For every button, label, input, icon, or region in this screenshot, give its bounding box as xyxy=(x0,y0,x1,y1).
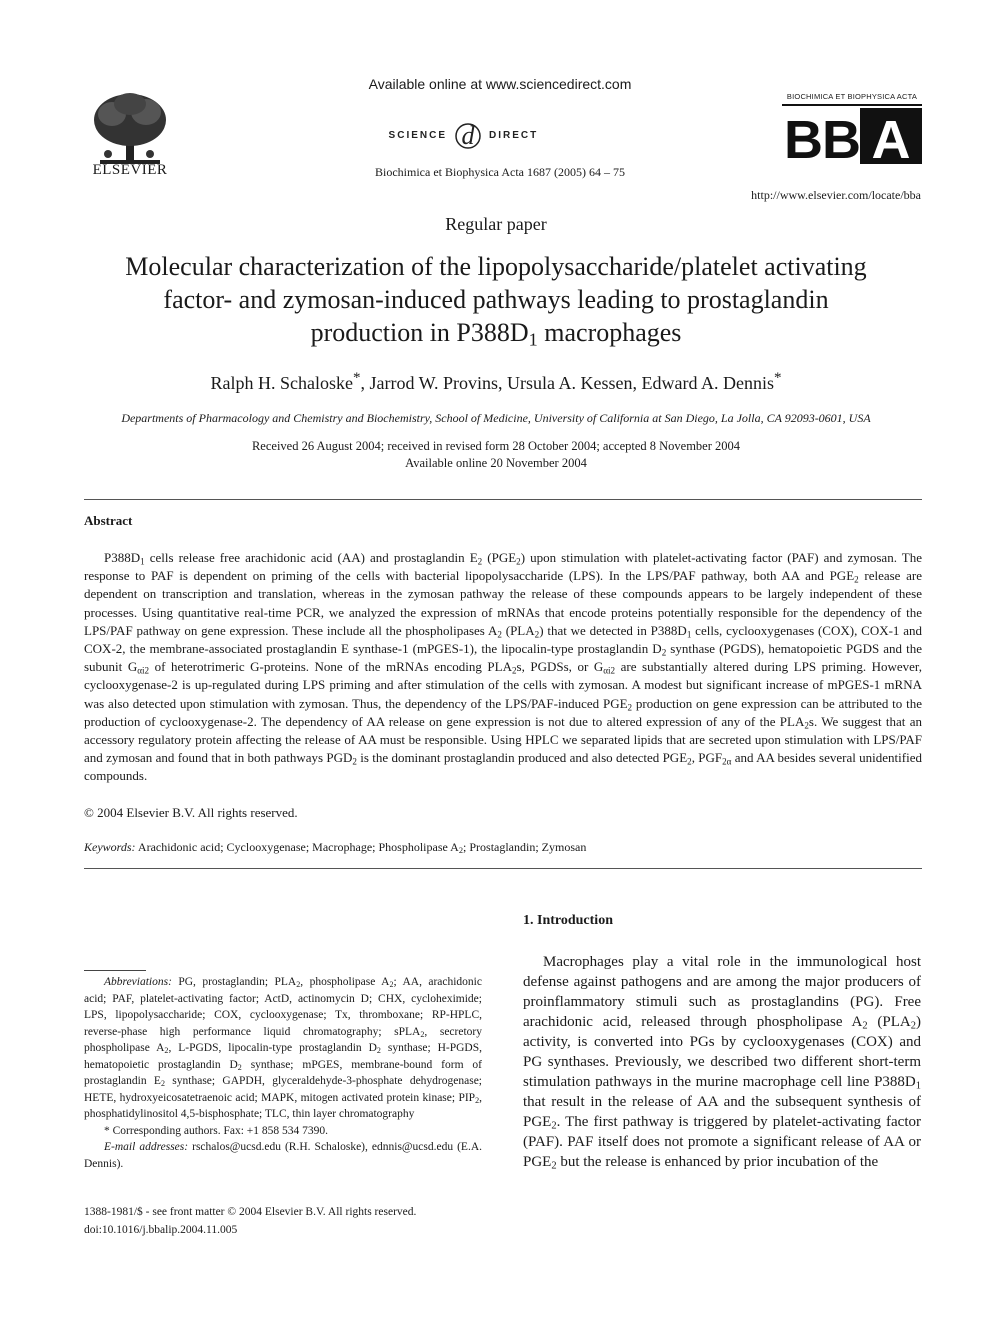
paper-type: Regular paper xyxy=(445,214,547,234)
footnote-rule xyxy=(84,970,146,971)
sd-right-text: DIRECT xyxy=(489,130,539,141)
online-date: Available online 20 November 2004 xyxy=(405,456,587,470)
author-list: Ralph H. Schaloske*, Jarrod W. Provins, Ursula A. Kessen, Edward A. Dennis* xyxy=(210,370,782,393)
issn-doi xyxy=(84,1203,482,1239)
abstract-text: $P388D_1$ cells release free arachidonic acid (AA) and prostaglandin $E_2$ $(PGE_2)$ upon stimulation with platelet-activating factor (PAF) and zymosan. The response to PAF is dependent on priming of the cells with bacterial lipopolysaccharide (LPS). In the LPS/PAF pathway, both AA and $PGE_2$ release are dependent on transcription and translation, whereas in the zymosan pathway the release of these compounds appears to be largely independent of these processes. Using quantitative real-time PCR, we analyzed the expression of mRNAs that encode proteins potentially responsible for the dependency of the LPS/PAF pathway on gene expression. These include all the phospholipases $A_2$ $(PLA_2)$ that we detected in $P388D_1$ cells, cyclooxygenases (COX), COX-1 and COX-2, the membrane-associated prostaglandin E synthase-1 (mPGES-1), the lipocalin-type prostaglandin $D_2$ synthase (PGDS), hematopoietic PGDS and the subunit $G_{\alpha i2}$ of heterotrimeric G-proteins. None of the mRNAs encoding $PLA_2s$, PGDSs, or $G_{\alpha i2}$ are substantially altered during LPS priming. However, cyclooxygenase-2 is up-regulated during LPS priming and after stimulation of the cells with zymosan. A modest but significant increase of mPGES-1 mRNA was also detected upon stimulation with zymosan. Thus, the dependency of the LPS/PAF-induced $PGE_2$ production on gene expression can be attributed to the production of cyclooxygenase-2. The dependency of AA release on gene expression is not due to altered expression of any of the $PLA_2s$. We suggest that an accessory regulatory protein affecting the release of AA must be responsible. Using HPLC we separated lipids that are secreted upon stimulation with LPS/PAF and zymosan and found that in both pathways $PGD_2$ is the dominant prostaglandin produced and also detected $PGE_2$, $PGF_{2\alpha}$ and AA besides several unidentified compounds. xyxy=(84,550,923,784)
abstract-heading: Abstract xyxy=(84,513,133,528)
title-line-3: production in $P388D_1$ macrophages xyxy=(310,318,682,350)
divider-bottom xyxy=(84,868,922,869)
introduction-heading: 1. Introduction xyxy=(523,913,613,928)
issn-line: 1388-1981/$ - see front matter © 2004 Elsevier B.V. All rights reserved. xyxy=(84,1206,417,1218)
journal-url[interactable]: http://www.elsevier.com/locate/bba xyxy=(751,188,921,202)
publisher-name: ELSEVIER xyxy=(92,162,168,178)
sd-left-text: SCIENCE xyxy=(388,130,447,141)
keywords: Keywords: Arachidonic acid; Cyclooxygenase; Macrophage; Phospholipase $A_2$; Prostaglandin; Zymosan xyxy=(84,840,587,856)
author-schaloske: Ralph H. Schaloske xyxy=(210,373,353,393)
paper-title xyxy=(60,250,932,349)
corresponding-mark: * xyxy=(353,370,361,386)
received-dates: Received 26 August 2004; received in revised form 28 October 2004; accepted 8 November 2004 xyxy=(251,439,741,453)
divider-top xyxy=(84,499,922,500)
journal-reference: Biochimica et Biophysica Acta 1687 (2005) 64 – 75 xyxy=(375,165,625,179)
article-dates xyxy=(60,438,932,472)
doi-line[interactable]: doi:10.1016/j.bbalip.2004.11.005 xyxy=(84,1224,238,1236)
available-online-text: Available online at www.sciencedirect.com xyxy=(368,76,632,92)
other-authors: , Jarrod W. Provins, Ursula A. Kessen, Edward A. Dennis xyxy=(360,373,774,393)
abbreviations: Abbreviations: PG, prostaglandin; $PLA_2$, phospholipase $A_2$; AA, arachidonic acid; PAF, platelet-activating factor; ActD, actinomycin D; CHX, cycloheximide; LPS, lipopolysaccharide; COX, cyclooxygenase; Tx, thromboxane; RP-HPLC, reverse-phase high performance liquid chromatography; sPLA$_2$, secretory phospholipase $A_2$, L-PGDS, lipocalin-type prostaglandin $D_2$ synthase; H-PGDS, hematopoietic prostaglandin $D_2$ synthase; mPGES, membrane-bound form of prostaglandin $E_2$ synthase; GAPDH, glyceraldehyde-3-phosphate dehydrogenase; HETE, hydroxyeicosatetraenoic acid; MAPK, mitogen activated protein kinase; $PIP_2$, phosphatidylinositol 4,5-bisphosphate; TLC, thin layer chromatography xyxy=(84,976,482,1120)
introduction-text: Macrophages play a vital role in the immunological host defense against pathogens and are among the major producers of proinflammatory stimuli such as prostaglandins (PG). Free arachidonic acid, released through phospholipase $A_2$ $(PLA_2)$ activity, is converted into PGs by cyclooxygenases (COX) and PG synthases. Previously, we described two different short-term stimulation pathways in the murine macrophage cell line $P388D_1$ that result in the release of AA and the subsequent synthesis of $PGE_2$. The first pathway is triggered by platelet-activating factor (PAF). PAF itself does not promote a significant release of AA or $PGE_2$ but the release is enhanced by prior incubation of the xyxy=(523,954,921,1172)
sciencedirect-logo xyxy=(385,114,585,154)
bba-journal-name: BIOCHIMICA ET BIOPHYSICA ACTA xyxy=(786,92,918,101)
affiliation: Departments of Pharmacology and Chemistry and Biochemistry, School of Medicine, University of California at San Diego, La Jolla, CA 92093-0601, USA xyxy=(121,411,871,425)
abstract-copyright: © 2004 Elsevier B.V. All rights reserved. xyxy=(84,805,298,820)
bba-logo xyxy=(782,104,922,164)
svg-text:BB: BB xyxy=(784,110,860,164)
svg-text:A: A xyxy=(871,110,911,164)
email-addresses: E-mail addresses: rschalos@ucsd.edu (R.H. Schaloske), ednnis@ucsd.edu (E.A. Dennis). xyxy=(84,1141,483,1170)
footnotes xyxy=(84,974,482,1172)
corresponding-note: * Corresponding authors. Fax: +1 858 534 7390. xyxy=(104,1124,329,1137)
title-line-1: Molecular characterization of the lipopolysaccharide/platelet activating xyxy=(125,252,867,281)
title-line-2: factor- and zymosan-induced pathways leading to prostaglandin xyxy=(163,285,829,314)
svg-text:d: d xyxy=(461,121,475,150)
